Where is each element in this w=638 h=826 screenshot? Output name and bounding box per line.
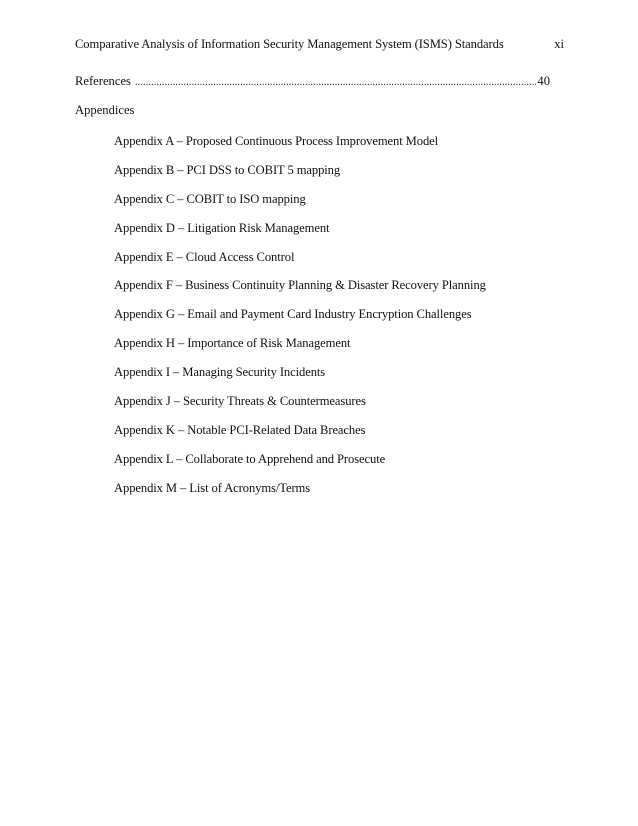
appendix-list <box>114 132 486 508</box>
toc-entry-appendix[interactable]: Appendix G – Email and Payment Card Industry Encryption Challenges <box>114 307 472 322</box>
toc-entry-references[interactable] <box>75 74 550 89</box>
toc-entry-appendix[interactable]: Appendix K – Notable PCI-Related Data Breaches <box>114 422 366 437</box>
toc-entry-appendix[interactable]: Appendix D – Litigation Risk Management <box>114 220 330 235</box>
header-page-number: xi <box>554 37 564 51</box>
toc-dot-leader <box>135 77 536 88</box>
toc-entry-appendix[interactable]: Appendix B – PCI DSS to COBIT 5 mapping <box>114 162 341 177</box>
toc-entry-appendix[interactable]: Appendix A – Proposed Continuous Process Improvement Model <box>114 134 439 148</box>
toc-entry-appendix[interactable]: Appendix J – Security Threats & Countermeasures <box>114 394 366 409</box>
toc-section-appendices: Appendices <box>75 103 135 117</box>
toc-entry-appendix[interactable]: Appendix E – Cloud Access Control <box>114 249 295 264</box>
toc-entry-appendix[interactable]: Appendix M – List of Acronyms/Terms <box>114 480 311 495</box>
header-title: Comparative Analysis of Information Security Management System (ISMS) Standards <box>75 37 504 51</box>
toc-entry-appendix[interactable]: Appendix I – Managing Security Incidents <box>114 365 326 380</box>
running-header <box>75 37 565 52</box>
toc-entry-label: References <box>75 74 131 88</box>
toc-entry-appendix[interactable]: Appendix H – Importance of Risk Management <box>114 336 351 351</box>
toc-entry-appendix[interactable]: Appendix C – COBIT to ISO mapping <box>114 191 306 206</box>
toc-entry-appendix[interactable]: Appendix L – Collaborate to Apprehend and Prosecute <box>114 451 386 466</box>
toc-entry-appendix[interactable]: Appendix F – Business Continuity Planning & Disaster Recovery Planning <box>114 278 486 293</box>
toc-entry-page: 40 <box>537 74 550 88</box>
